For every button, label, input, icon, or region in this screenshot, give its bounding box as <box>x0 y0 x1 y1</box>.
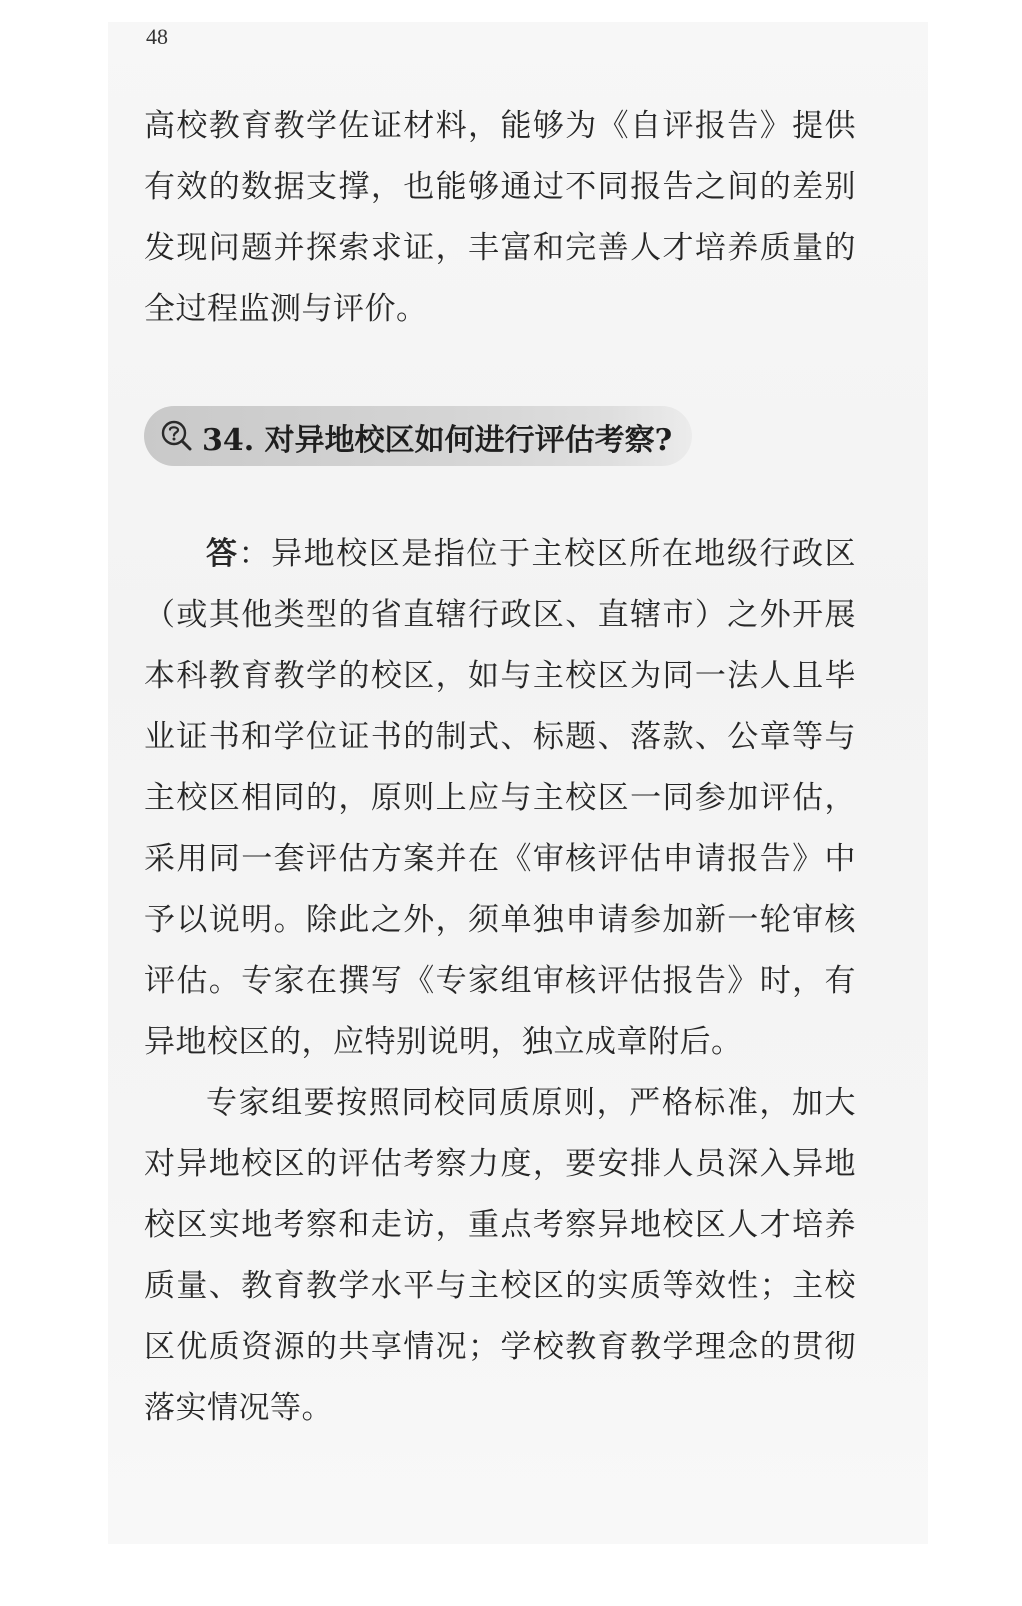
answer-paragraph-2: 专家组要按照同校同质原则，严格标准，加大对异地校区的评估考察力度，要安排人员深入异地校区实地考察和走访，重点考察异地校区人才培养质量、教育教学水平与主校区的实质等效性；主校区优质资源的共享情况；学校教育教学理念的贯彻落实情况等。 <box>144 1085 856 1426</box>
question-magnifier-icon <box>160 419 192 451</box>
answer-section <box>144 524 856 1439</box>
answer-paragraph-1 <box>144 524 856 1073</box>
answer-paragraph-1-text: ：异地校区是指位于主校区所在地级行政区（或其他类型的省直辖行政区、直辖市）之外开展本科教育教学的校区，如与主校区为同一法人且毕业证书和学位证书的制式、标题、落款、公章等与主校区相同的，原则上应与主校区一同参加评估，采用同一套评估方案并在《审核评估申请报告》中予以说明。除此之外，须单独申请参加新一轮审核评估。专家在撰写《专家组审核评估报告》时，有异地校区的，应特别说明，独立成章附后。 <box>144 536 857 1060</box>
question-banner <box>144 406 692 466</box>
page-number: 48 <box>146 24 168 49</box>
answer-label: 答 <box>206 536 239 572</box>
question-heading: 34. 对异地校区如何进行评估考察? <box>202 423 673 458</box>
intro-paragraph: 高校教育教学佐证材料，能够为《自评报告》提供有效的数据支撑，也能够通过不同报告之间的差别发现问题并探索求证，丰富和完善人才培养质量的全过程监测与评价。 <box>144 108 856 327</box>
